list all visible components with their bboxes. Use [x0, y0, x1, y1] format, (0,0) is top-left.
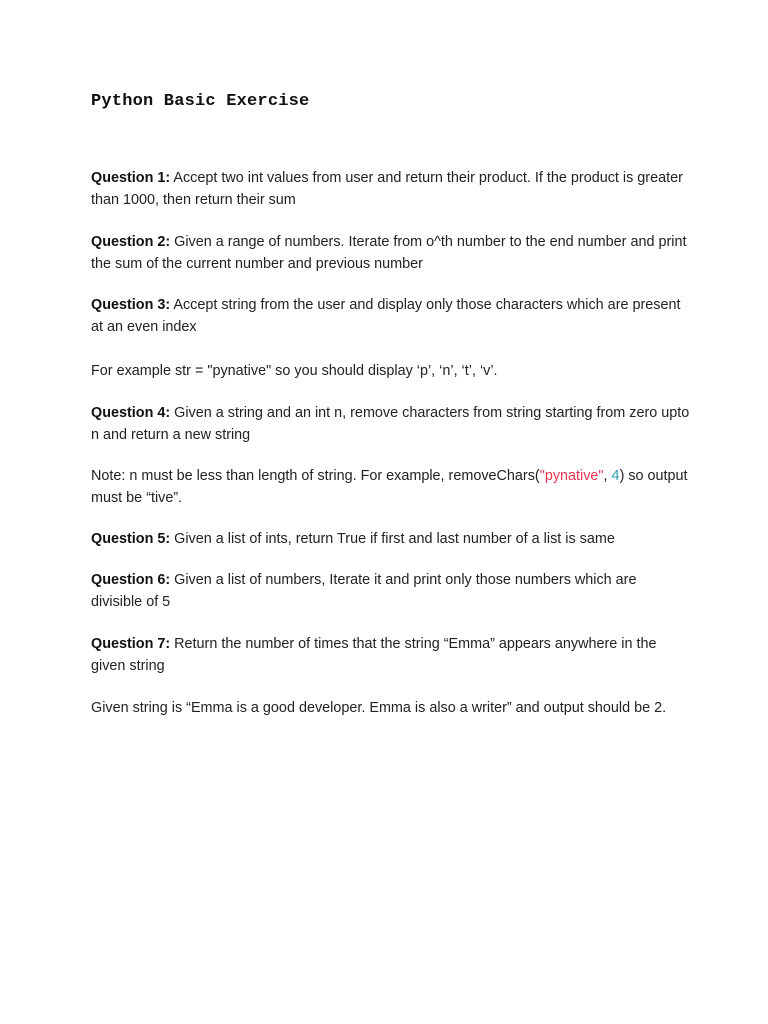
question-5-text: Given a list of ints, return True if first and last number of a list is same [170, 531, 615, 547]
question-1-label: Question 1: [91, 170, 171, 186]
document-title: Python Basic Exercise [91, 92, 310, 111]
question-6-text: Given a list of numbers, Iterate it and print only those numbers which are divisible of 5 [91, 572, 637, 610]
question-5-label: Question 5: [91, 531, 171, 547]
question-6-label: Question 6: [91, 572, 171, 588]
question-2-text: Given a range of numbers. Iterate from o^th number to the end number and print the sum of the current number and previous number [91, 234, 687, 272]
question-7-label: Question 7: [91, 636, 171, 652]
question-4 [91, 402, 691, 446]
question-3-label: Question 3: [91, 297, 171, 313]
note-string-arg: "pynative" [539, 468, 604, 484]
question-2-label: Question 2: [91, 234, 171, 250]
question-4-label: Question 4: [91, 405, 171, 421]
question-3-example: For example str = "pynative" so you should display ‘p’, ‘n’, ‘t’, ‘v’. [91, 363, 498, 379]
note-prefix: Note: n must be less than length of string. For example, removeChars( [91, 468, 540, 484]
question-7-example: Given string is “Emma is a good developer. Emma is also a writer” and output should be 2. [91, 700, 667, 716]
question-4-text: Given a string and an int n, remove characters from string starting from zero upto n and return a new string [91, 405, 690, 443]
question-6 [91, 569, 691, 613]
question-5 [91, 528, 691, 550]
question-3 [91, 294, 691, 338]
question-1-text: Accept two int values from user and return their product. If the product is greater than 1000, then return their sum [91, 170, 683, 208]
note-suffix: ) so output must be “tive”. [91, 468, 688, 506]
note-number-arg: 4 [611, 468, 620, 484]
question-1 [91, 167, 691, 211]
question-7-text: Return the number of times that the string “Emma” appears anywhere in the given string [91, 636, 657, 674]
note-separator: , [603, 468, 612, 484]
question-7 [91, 633, 691, 677]
question-4-note [91, 465, 691, 509]
question-2 [91, 231, 691, 275]
question-3-text: Accept string from the user and display only those characters which are present at an even index [91, 297, 681, 335]
